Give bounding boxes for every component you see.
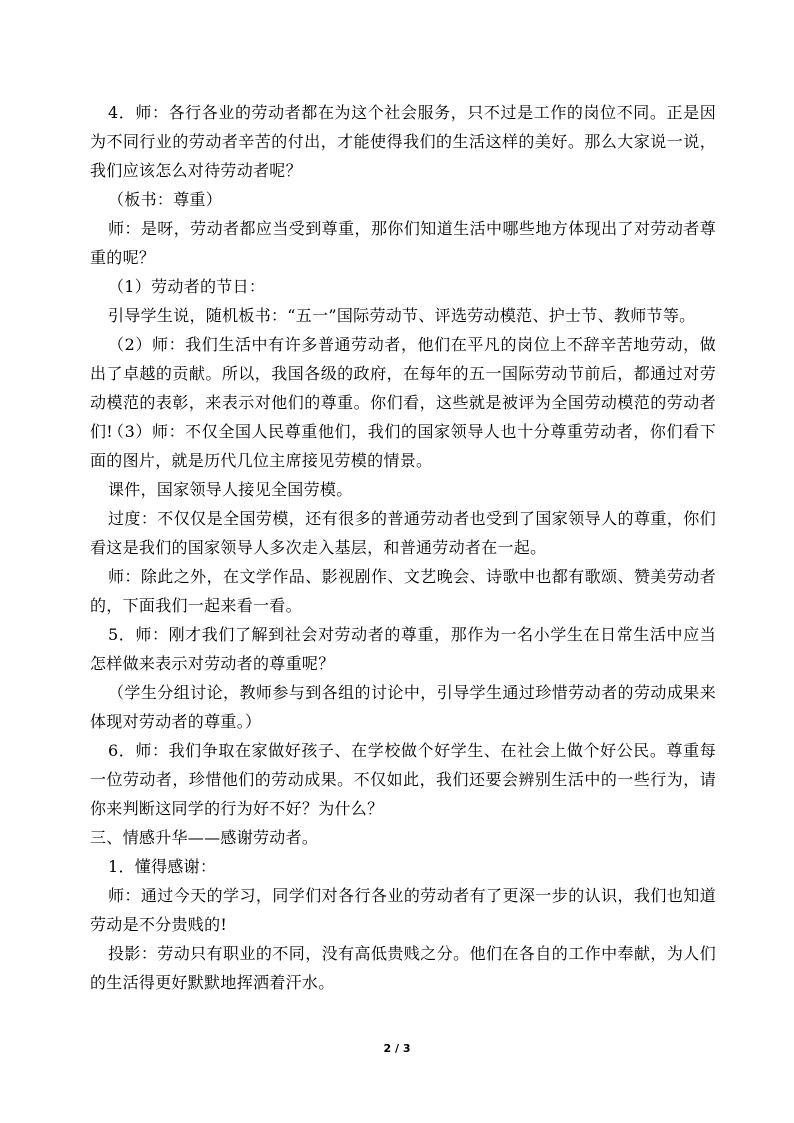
section-heading-3: 三、情感升华——感谢劳动者。: [90, 828, 319, 847]
paragraph-courseware: 课件，国家领导人接见全国劳模。: [108, 480, 353, 499]
paragraph-teacher-respect: 师：是呀，劳动者都应当受到尊重，那你们知道生活中哪些地方体现出了对劳动者尊重的呢？: [90, 219, 716, 267]
paragraph-understand-thanks: 1．懂得感谢：: [108, 857, 217, 876]
paragraph-teacher-literature: 师：除此之外，在文学作品、影视剧作、文艺晚会、诗歌中也都有歌颂、赞美劳动者的，下面我们一起来看一看。: [90, 567, 716, 615]
paragraph-workers-holiday: （1）劳动者的节日：: [108, 277, 266, 296]
paragraph-teacher-today: 师：通过今天的学习，同学们对各行各业的劳动者有了更深一步的认识，我们也知道劳动是不分贵贱的!: [90, 886, 716, 934]
paragraph-4-teacher: 4．师：各行各业的劳动者都在为这个社会服务，只不过是工作的岗位不同。正是因为不同行业的劳动者辛苦的付出，才能使得我们的生活这样的美好。那么大家说一说，我们应该怎么对待劳动者呢？: [90, 103, 716, 180]
paragraph-projection: 投影：劳动只有职业的不同，没有高低贵贱之分。他们在各自的工作中奉献，为人们的生活得更好默默地挥洒着汗水。: [90, 944, 716, 992]
paragraph-6-teacher: 6．师：我们争取在家做好孩子、在学校做个好学生、在社会上做个好公民。尊重每一位劳动者，珍惜他们的劳动成果。不仅如此，我们还要会辨别生活中的一些行为，请你来判断这同学的行为好不好？为什么？: [90, 741, 716, 818]
page-number: 2 / 3: [383, 1042, 411, 1055]
paragraph-group-discussion: （学生分组讨论，教师参与到各组的讨论中，引导学生通过珍惜劳动者的劳动成果来体现对劳动者的尊重。）: [90, 683, 716, 731]
paragraph-guide-students: 引导学生说，随机板书：“五一”国际劳动节、评选劳动模范、护士节、教师节等。: [108, 306, 696, 325]
paragraph-3-teacher: （3）师：不仅全国人民尊重他们，我们的国家领导人也十分尊重劳动者，你们看下面的图片，就是历代几位主席接见劳模的情景。: [90, 422, 716, 470]
paragraph-blackboard-respect: （板书：尊重）: [108, 190, 223, 209]
paragraph-5-teacher: 5．师：刚才我们了解到社会对劳动者的尊重，那作为一名小学生在日常生活中应当怎样做来表示对劳动者的尊重呢？: [90, 625, 716, 673]
paragraph-transition: 过度：不仅仅是全国劳模，还有很多的普通劳动者也受到了国家领导人的尊重，你们看这是我们的国家领导人多次走入基层，和普通劳动者在一起。: [90, 509, 716, 557]
paragraph-2-teacher: （2）师：我们生活中有许多普通劳动者，他们在平凡的岗位上不辞辛苦地劳动，做出了卓越的贡献。所以，我国各级的政府，在每年的五一国际劳动节前后，都通过对劳动模范的表彰，来表示对他们的尊重。你们看，这些就是被评为全国劳动模范的劳动者们!: [90, 335, 716, 441]
